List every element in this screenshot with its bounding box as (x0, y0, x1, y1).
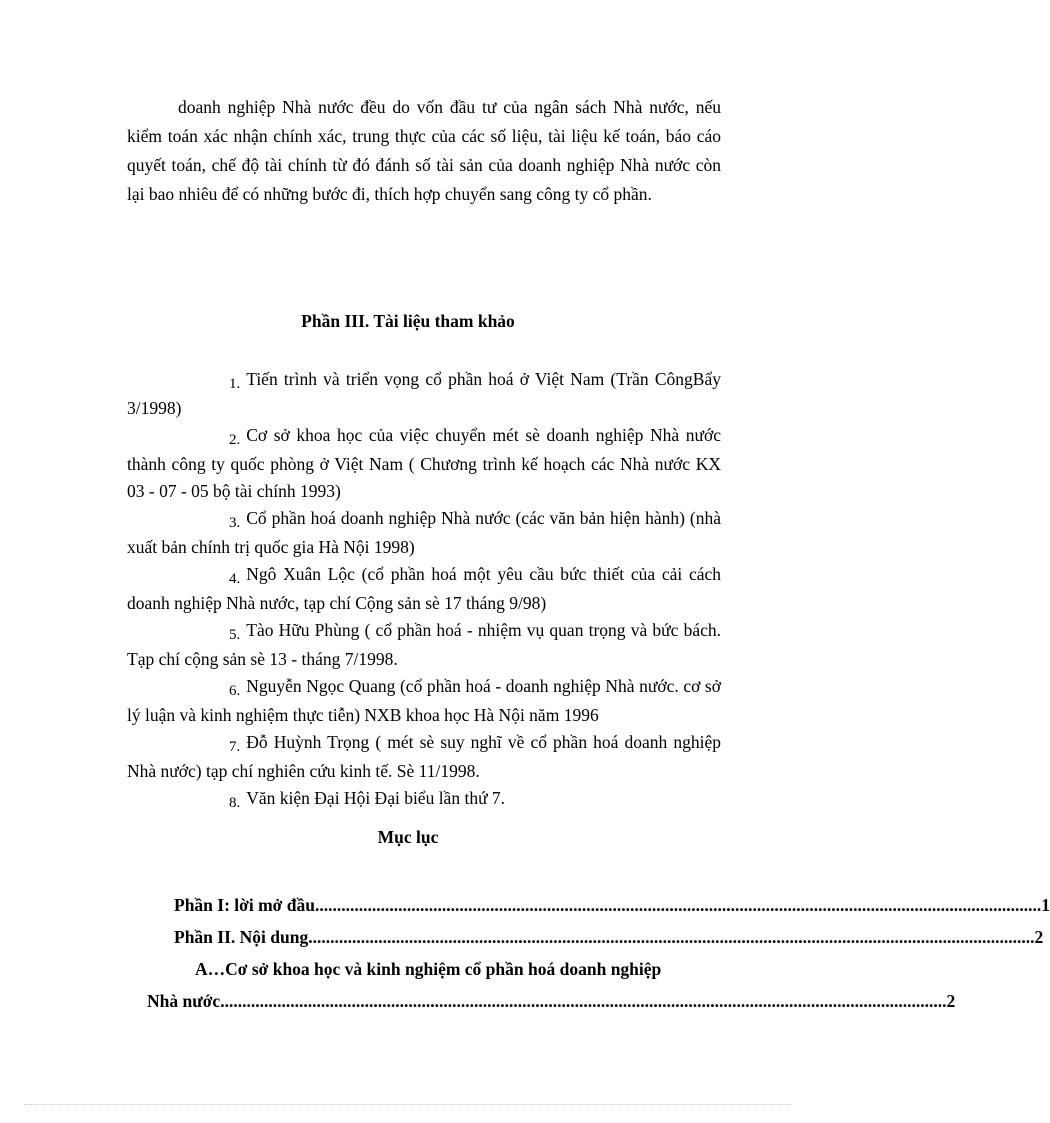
reference-text: Cơ sở khoa học của việc chuyển mét sè doanh nghiệp Nhà nước thành công ty quốc phòng ở Việt Nam ( Chương trình kế hoạch các Nhà nước KX 03 - 07 - 05 bộ tài chính 1993) (127, 425, 721, 501)
reference-text: Cổ phần hoá doanh nghiệp Nhà nước (các văn bản hiện hành) (nhà xuất bản chính trị quốc gia Hà Nội 1998) (127, 508, 721, 557)
reference-item (127, 422, 721, 505)
toc-page-number: 1 (1041, 895, 1050, 915)
reference-item (127, 729, 721, 785)
table-of-contents (127, 889, 1050, 1017)
page-bottom-border (24, 1104, 792, 1105)
reference-number: 6. (229, 683, 241, 699)
reference-number: 1. (229, 376, 241, 392)
reference-text: Tào Hữu Phùng ( cổ phần hoá - nhiệm vụ quan trọng và bức bách. Tạp chí cộng sản sè 13 - tháng 7/1998. (127, 620, 721, 669)
reference-item (127, 561, 721, 617)
reference-number: 2. (229, 432, 241, 448)
reference-item (127, 366, 721, 422)
toc-title: Mục lục (377, 827, 439, 847)
reference-item (127, 785, 721, 814)
intro-text (127, 93, 721, 209)
toc-entry[interactable] (127, 921, 1044, 953)
toc-sub-entry-prefix: A… (195, 959, 226, 979)
toc-entry-label: Phần I: lời mở đầu (174, 895, 315, 915)
reference-number: 5. (229, 627, 241, 643)
toc-entry[interactable] (127, 889, 1050, 921)
section-heading: Phần III. Tài liệu tham khảo (301, 311, 515, 331)
toc-sub-entry-title: Cơ sở khoa học và kinh nghiệm cổ phần hoá doanh nghiệp (225, 959, 662, 979)
reference-text: Văn kiện Đại Hội Đại biểu lần thứ 7. (246, 788, 506, 808)
toc-page-number: 2 (946, 991, 956, 1011)
reference-number: 7. (229, 739, 241, 755)
reference-text: Đỗ Huỳnh Trọng ( mét sè suy nghĩ về cổ phần hoá doanh nghiệp Nhà nước) tạp chí nghiên cứu kinh tế. Sè 11/1998. (127, 732, 721, 781)
toc-sub-entry[interactable] (127, 953, 956, 1017)
reference-list (127, 366, 721, 814)
toc-sub-entry-line2 (127, 985, 956, 1017)
reference-number: 8. (229, 795, 241, 811)
reference-item (127, 505, 721, 561)
reference-text: Nguyễn Ngọc Quang (cổ phần hoá - doanh nghiệp Nhà nước. cơ sở lý luận và kinh nghiệm thực tiễn) NXB khoa học Hà Nội năm 1996 (127, 676, 721, 725)
toc-entry-label: Phần II. Nội dung (174, 927, 309, 947)
reference-item (127, 617, 721, 673)
toc-sub-entry-line1 (127, 953, 721, 985)
toc-page-number: 2 (1034, 927, 1044, 947)
reference-text: Tiến trình và triển vọng cổ phần hoá ở Việt Nam (Trần CôngBẩy 3/1998) (127, 369, 721, 418)
toc-leader-dots: ...................................................................................................................................................................... (314, 895, 1042, 915)
toc-sub-entry-title-cont: Nhà nước (147, 991, 221, 1011)
reference-text: Ngô Xuân Lộc (cổ phần hoá một yêu cầu bức thiết của cải cách doanh nghiệp Nhà nước, tạp chí Cộng sản sè 17 tháng 9/98) (127, 564, 721, 613)
toc-leader-dots: ...................................................................................................................................................................... (220, 991, 947, 1011)
reference-number: 4. (229, 571, 241, 587)
intro-paragraph: doanh nghiệp Nhà nước đều do vốn đầu tư của ngân sách Nhà nước, nếu kiểm toán xác nhận chính xác, trung thực của các số liệu, tài liệu kế toán, báo cáo quyết toán, chế độ tài chính từ đó đánh số tài sản của doanh nghiệp Nhà nước còn lại bao nhiêu để có những bước đi, thích hợp chuyển sang công ty cổ phần. (127, 97, 721, 204)
reference-item (127, 673, 721, 729)
toc-leader-dots: ...................................................................................................................................................................... (308, 927, 1035, 947)
reference-number: 3. (229, 515, 241, 531)
